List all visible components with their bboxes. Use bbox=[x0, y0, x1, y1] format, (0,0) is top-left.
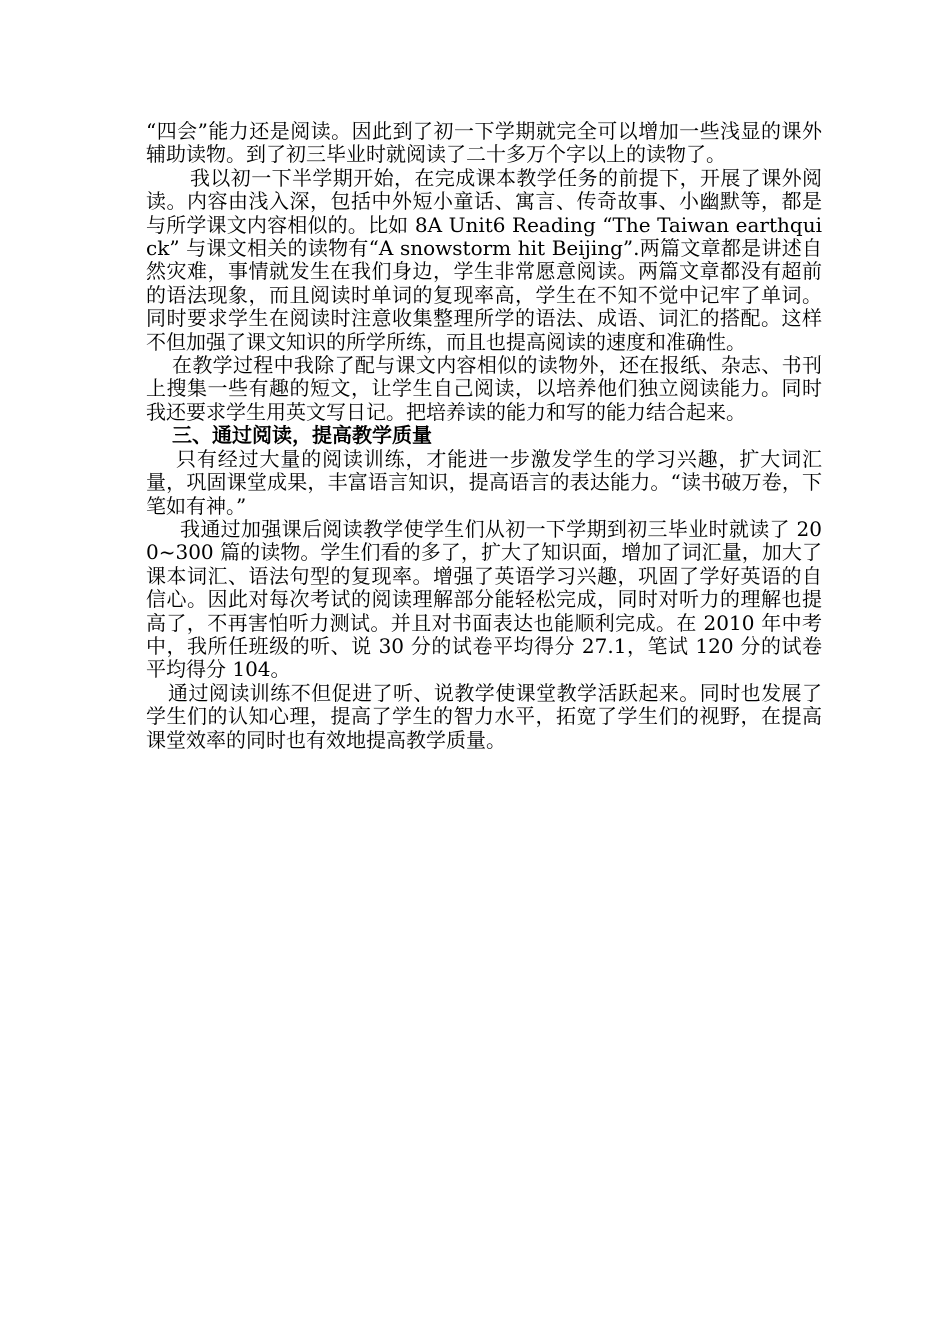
paragraph-extracurricular-reading: 我以初一下半学期开始，在完成课本教学任务的前提下，开展了课外阅读。内容由浅入深，包括中外短小童话、寓言、传奇故事、小幽默等，都是与所学课文内容相似的。比如 8A Unit6 Reading “The Taiwan earthquick” 与课文相关的读物有“A snowstorm hit Beijing”.两篇文章都是讲述自然灾难，事情就发生在我们身边，学生非常愿意阅读。两篇文章都没有超前的语法现象，而且阅读时单词的复现率高，学生在不知不觉中记牢了单词。同时要求学生在阅读时注意收集整理所学的语法、成语、词汇的搭配。这样不但加强了课文知识的所学所练，而且也提高阅读的速度和准确性。 bbox=[146, 165, 822, 354]
paragraph-teaching-process: 在教学过程中我除了配与课文内容相似的读物外，还在报纸、杂志、书刊上搜集一些有趣的短文，让学生自己阅读，以培养他们独立阅读能力。同时我还要求学生用英文写日记。把培养读的能力和写的能力结合起来。 bbox=[146, 353, 822, 424]
paragraph-conclusion: 通过阅读训练不但促进了听、说教学使课堂教学活跃起来。同时也发展了学生们的认知心理，提高了学生的智力水平，拓宽了学生们的视野，在提高课堂效率的同时也有效地提高教学质量。 bbox=[146, 680, 822, 752]
paragraph-four-skills: “四会”能力还是阅读。因此到了初一下学期就完全可以增加一些浅显的课外辅助读物。到了初三毕业时就阅读了二十多万个字以上的读物了。 bbox=[146, 119, 822, 167]
document-body bbox=[146, 120, 822, 752]
paragraph-reading-training: 只有经过大量的阅读训练，才能进一步激发学生的学习兴趣，扩大词汇量，巩固课堂成果，丰富语言知识，提高语言的表达能力。“读书破万卷，下笔如有神。” bbox=[146, 446, 822, 518]
section-heading-three: 三、通过阅读，提高教学质量 bbox=[172, 423, 432, 448]
paragraph-results: 我通过加强课后阅读教学使学生们从初一下学期到初三毕业时就读了 200~300 篇的读物。学生们看的多了，扩大了知识面，增加了词汇量，加大了课本词汇、语法句型的复现率。增强了英语学习兴趣，巩固了学好英语的自信心。因此对每次考试的阅读理解部分能轻松完成，同时对听力的理解也提高了，不再害怕听力测试。并且对书面表达也能顺利完成。在 2010 年中考中，我所任班级的听、说 30 分的试卷平均得分 27.1，笔试 120 分的试卷平均得分 104。 bbox=[146, 516, 822, 682]
